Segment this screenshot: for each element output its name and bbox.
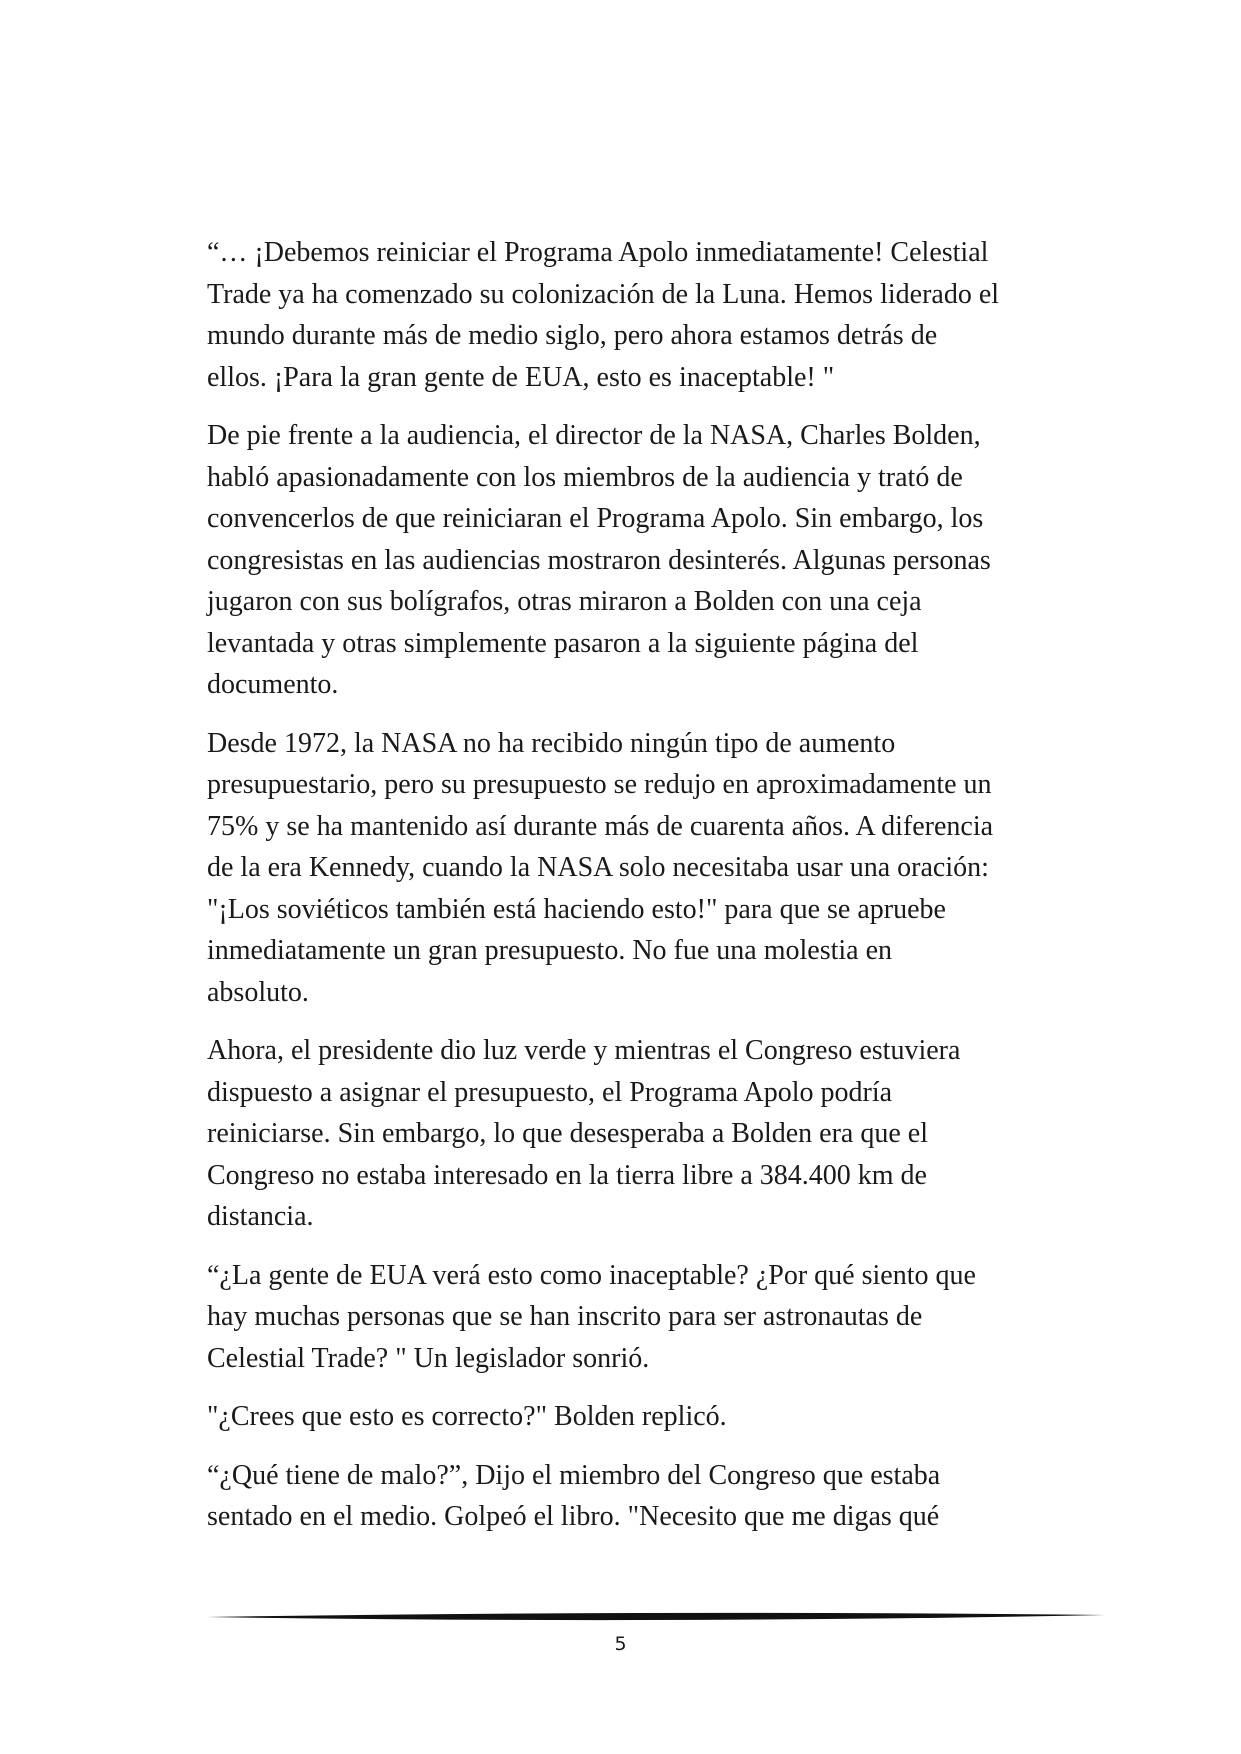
page-number: 5 [614,1633,627,1655]
body-text [207,232,1067,1555]
paragraph-1: “… ¡Debemos reiniciar el Programa Apolo inmediatamente! Celestial Trade ya ha comenzado su colonización de la Luna. Hemos liderado el mundo durante más de medio siglo, pero ahora estamos detrás de ellos. ¡Para la gran gente de EUA, esto es inaceptable! " [207,237,1000,393]
paragraph-7: “¿Qué tiene de malo?”, Dijo el miembro del Congreso que estaba sentado en el medio. Golpeó el libro. "Necesito que me digas qué [207,1459,941,1532]
paragraph-4: Ahora, el presidente dio luz verde y mientras el Congreso estuviera dispuesto a asignar el presupuesto, el Programa Apolo podría reiniciarse. Sin embargo, lo que desesperaba a Bolden era que el Congreso no estaba interesado en la tierra libre a 384.400 km de distancia. [207,1035,961,1232]
footer-divider [207,1610,1105,1624]
paragraph-5: “¿La gente de EUA verá esto como inaceptable? ¿Por qué siento que hay muchas personas que se han inscrito para ser astronautas de Celestial Trade? " Un legislador sonrió. [207,1259,976,1374]
paragraph-2: De pie frente a la audiencia, el director de la NASA, Charles Bolden, habló apasionadamente con los miembros de la audiencia y trató de convencerlos de que reiniciaran el Programa Apolo. Sin embargo, los congresistas en las audiencias mostraron desinterés. Algunas personas jugaron con sus bolígrafos, otras miraron a Bolden con una ceja levantada y otras simplemente pasaron a la siguiente página del documento. [207,420,991,700]
paragraph-6: "¿Crees que esto es correcto?" Bolden replicó. [207,1401,727,1432]
paragraph-3: Desde 1972, la NASA no ha recibido ningún tipo de aumento presupuestario, pero su presupuesto se redujo en aproximadamente un 75% y se ha mantenido así durante más de cuarenta años. A diferencia de la era Kennedy, cuando la NASA solo necesitaba usar una oración: "¡Los soviéticos también está haciendo esto!" para que se apruebe inmediatamente un gran presupuesto. No fue una molestia en absoluto. [207,727,994,1008]
